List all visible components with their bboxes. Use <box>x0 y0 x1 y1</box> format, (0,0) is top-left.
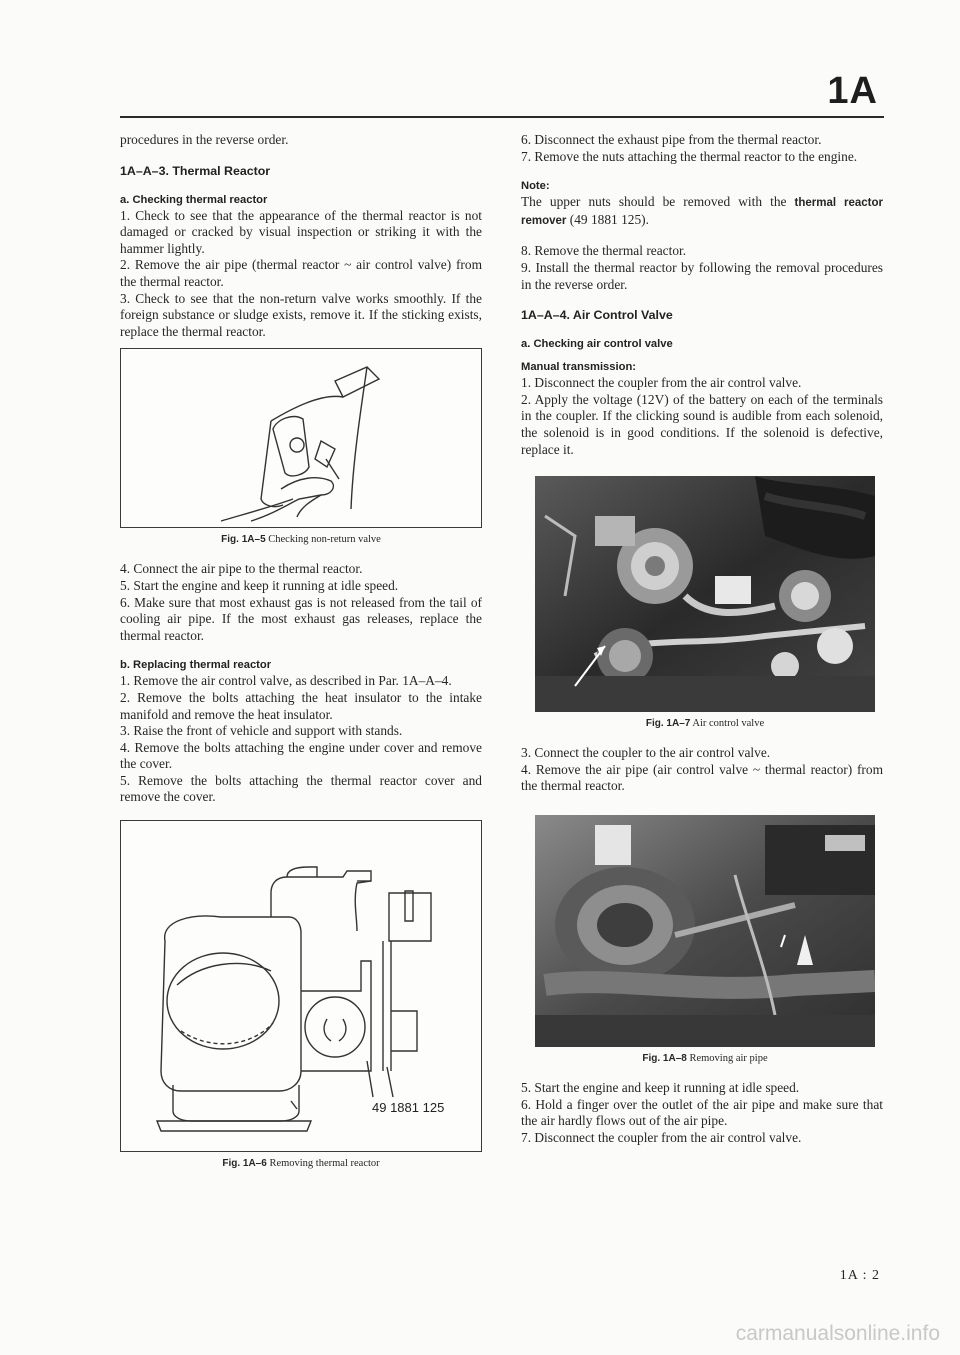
figure-1a7-photo <box>535 476 875 712</box>
step-item: 4. Remove the bolts attaching the engine under cover and remove the cover. <box>120 739 482 772</box>
figure-label: Fig. 1A–6 <box>222 1158 267 1170</box>
step-item: 5. Start the engine and keep it running at idle speed. <box>120 577 399 593</box>
note-tool-number: (49 1881 125). <box>569 211 649 227</box>
note-body: The upper nuts should be removed with the <box>521 194 787 210</box>
watermark-text: carmanualsonline.info <box>735 1322 940 1345</box>
step-item: 4. Remove the air pipe (air control valve ~ thermal reactor) from the thermal reactor. <box>521 761 883 794</box>
step-item: 7. Disconnect the coupler from the air control valve. <box>521 1129 802 1145</box>
figure-caption-text: Removing thermal reactor <box>269 1158 380 1170</box>
figure-1a5-caption <box>120 533 482 547</box>
figure-1a6-caption <box>120 1157 482 1171</box>
step-item: 6. Disconnect the exhaust pipe from the thermal reactor. <box>521 132 822 147</box>
step-item: 5. Start the engine and keep it running at idle speed. <box>521 1079 800 1095</box>
step-item: 6. Make sure that most exhaust gas is not released from the tail of cooling air pipe. If the most exhaust gas releases, replace the thermal reactor. <box>120 594 482 643</box>
thermal-reactor-heading: 1A–A–3. Thermal Reactor <box>120 163 271 178</box>
removing-air-pipe-photo <box>535 815 875 1047</box>
header-rule <box>120 116 884 118</box>
note-text <box>521 194 883 229</box>
air-control-valve-photo <box>535 476 875 712</box>
figure-1a8-caption <box>535 1052 875 1066</box>
step-item: 5. Remove the bolts attaching the thermal reactor cover and remove the cover. <box>120 772 482 805</box>
figure-1a5 <box>120 348 482 528</box>
figure-caption-text: Air control valve <box>692 718 765 730</box>
figure-label: Fig. 1A–8 <box>642 1052 687 1064</box>
non-return-valve-illustration <box>121 349 479 527</box>
air-control-valve-heading: 1A–A–4. Air Control Valve <box>521 308 673 323</box>
step-item: 1. Disconnect the coupler from the air control valve. <box>521 375 802 391</box>
step-item: 4. Connect the air pipe to the thermal reactor. <box>120 561 363 577</box>
figure-label: Fig. 1A–7 <box>645 718 691 730</box>
step-item: 2. Remove the air pipe (thermal reactor ~ air control valve) from the thermal reactor. <box>120 257 482 289</box>
step-item: 3. Connect the coupler to the air control valve. <box>521 745 771 761</box>
checking-air-control-valve-subheading: a. Checking air control valve <box>521 338 673 351</box>
step-item: 2. Remove the bolts attaching the heat insulator to the intake manifold and remove the heat insulator. <box>120 689 482 722</box>
figure-label: Fig. 1A–5 <box>221 534 266 546</box>
figure-1a7-caption <box>535 717 875 731</box>
tool-number-label: 49 1881 125 <box>372 1100 445 1116</box>
figure-caption-text: Checking non-return valve <box>268 534 381 546</box>
step-item: 3. Raise the front of vehicle and support with stands. <box>120 723 403 739</box>
figure-caption-text: Removing air pipe <box>689 1052 768 1064</box>
step-item: 3. Check to see that the non-return valve works smoothly. If the foreign substance or sludge exists, remove it. If the sticking exists, replace the thermal reactor. <box>120 290 482 339</box>
note-tool-name: thermal reactor remover <box>521 197 883 227</box>
step-item: 1. Check to see that the appearance of the thermal reactor is not damaged or cracked by visual inspection or striking it with the hammer lightly. <box>120 207 482 256</box>
step-item: 6. Hold a finger over the outlet of the air pipe and make sure that the air hardly flows out of the air pipe. <box>521 1096 883 1129</box>
step-item: 7. Remove the nuts attaching the thermal reactor to the engine. <box>521 148 858 164</box>
figure-1a8-photo <box>535 815 875 1047</box>
checking-thermal-reactor-subheading: a. Checking thermal reactor <box>120 193 268 206</box>
step-item: 9. Install the thermal reactor by following the removal procedures in the reverse order. <box>521 259 883 292</box>
page-number: 1A : 2 <box>839 1268 880 1283</box>
right-column <box>521 132 883 1146</box>
manual-transmission-label: Manual transmission: <box>521 361 637 374</box>
section-tag: 1A <box>827 70 878 112</box>
intro-text: procedures in the reverse order. <box>120 132 289 147</box>
left-column <box>120 132 482 1171</box>
thermal-reactor-illustration <box>121 821 479 1151</box>
note-label: Note: <box>521 180 550 193</box>
step-item: 1. Remove the air control valve, as described in Par. 1A–A–4. <box>120 673 452 689</box>
step-item: 2. Apply the voltage (12V) of the battery on each of the terminals in the coupler. If the clicking sound is audible from each solenoid, the solenoid is in good conditions. If the solenoid is defective, replace it. <box>521 391 883 457</box>
replacing-thermal-reactor-subheading: b. Replacing thermal reactor <box>120 659 272 672</box>
figure-1a6 <box>120 820 482 1152</box>
step-item: 8. Remove the thermal reactor. <box>521 243 687 259</box>
